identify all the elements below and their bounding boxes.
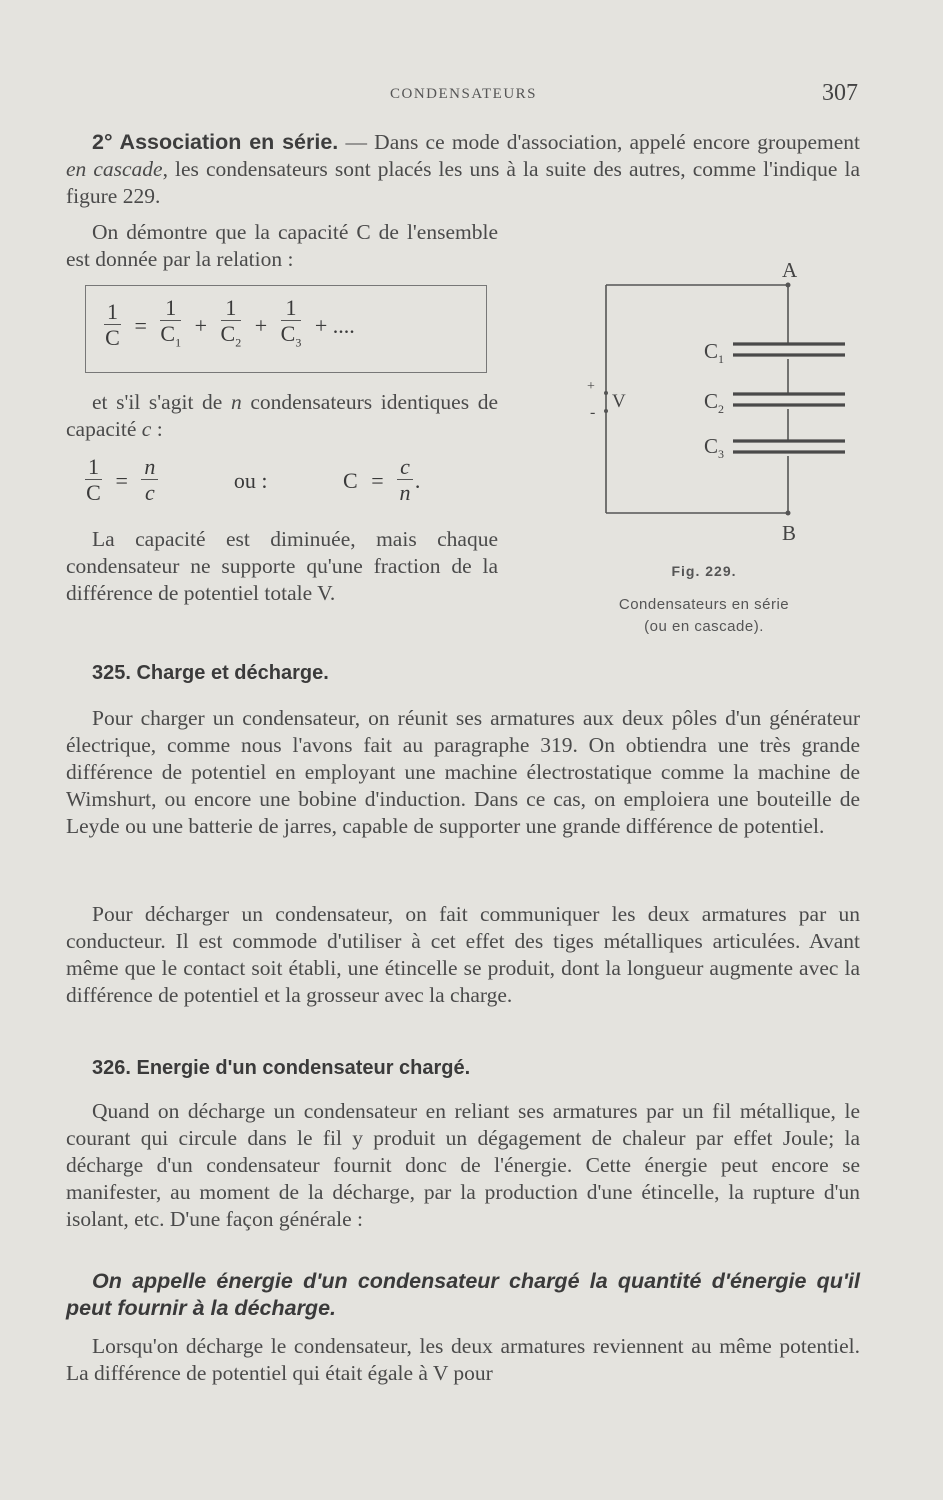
p3-a: et s'il s'agit de — [92, 390, 231, 414]
equals-sign: = — [115, 467, 128, 493]
frac-t1 — [160, 296, 181, 355]
p3-c: c — [141, 417, 152, 441]
frac-den — [160, 321, 181, 355]
den-sub: 2 — [235, 335, 242, 350]
series-intro-paragraph — [66, 129, 860, 210]
frac-den: C — [105, 325, 120, 351]
label-c3 — [704, 434, 724, 461]
source-plus-node — [604, 391, 608, 395]
frac-num: 1 — [221, 296, 242, 321]
c3-letter: C — [704, 434, 719, 458]
frac-den: C — [86, 480, 101, 505]
caption-line-2: (ou en cascade). — [644, 618, 764, 635]
series-p1-rest: — Dans ce mode d'association, appelé encore groupement — [338, 130, 860, 154]
frac-num: n — [141, 455, 158, 480]
formula-tail: + .... — [314, 312, 355, 338]
running-head — [0, 80, 943, 110]
section-326-definition — [66, 1268, 860, 1322]
label-plus: + — [587, 379, 595, 394]
section-325-heading: 325. Charge et décharge. — [92, 662, 329, 684]
den-letter: C — [160, 321, 176, 346]
caption-line-1: Condensateurs en série — [618, 596, 790, 613]
den-letter: C — [280, 321, 296, 346]
p3-n: n — [230, 390, 242, 414]
node-a — [786, 283, 791, 288]
plus-sign: + — [254, 312, 268, 338]
frac-num: 1 — [104, 300, 121, 325]
series-p1-em: en cascade — [66, 157, 163, 181]
frac-den — [221, 321, 242, 355]
section-326-p1 — [66, 1098, 860, 1233]
series-lead: 2° Association en série. — [92, 130, 339, 154]
series-formula — [104, 296, 363, 355]
section-325-p1-text: Pour charger un condensateur, on réunit ses armatures aux deux pôles d'un générateur électrique, comme nous l'avons fait au paragraphe 319. On obtiendra une très grande différence de potentiel en employant une machine électrostatique comme la machine de Wimshurt, ou encore une bobine d'induction. Dans ce cas, on emploiera une bouteille de Leyde ou une batterie de jarres, capable de supporter une grande différence de potentiel. — [66, 706, 860, 838]
section-326-heading: 326. Energie d'un condensateur chargé. — [92, 1057, 471, 1079]
c2-letter: C — [704, 389, 719, 413]
c1-sub: 1 — [718, 352, 725, 366]
section-326-p1-text: Quand on décharge un condensateur en reliant ses armatures par un fil métallique, le courant qui circule dans le fil y produit un dégagement de chaleur par effet Joule; la décharge d'un condensateur fournit donc de l'énergie. Cette énergie peut encore se manifester, au moment de la décharge, par la production d'une étincelle, la rupture d'un isolant, etc. D'une façon générale : — [66, 1099, 860, 1231]
period: . — [414, 467, 421, 493]
den-sub: 3 — [295, 335, 302, 350]
frac-num: 1 — [281, 296, 302, 321]
section-325-p1 — [66, 705, 860, 840]
c2-sub: 2 — [718, 402, 725, 416]
figure-number: Fig. 229. — [671, 563, 737, 579]
label-a: A — [782, 258, 798, 282]
node-b — [786, 511, 791, 516]
frac-num: 1 — [160, 296, 181, 321]
identical-formula — [85, 455, 420, 506]
series-p4 — [66, 526, 498, 607]
plus-sign: + — [194, 312, 208, 338]
label-b: B — [782, 521, 797, 545]
frac-lhs — [104, 300, 121, 351]
den-letter: C — [220, 321, 236, 346]
frac-num: 1 — [85, 455, 102, 480]
series-formula-box — [85, 285, 487, 373]
section-325-p2 — [66, 901, 860, 1009]
f2-lhs — [85, 455, 102, 506]
source-minus-node — [604, 409, 608, 413]
label-minus: - — [590, 404, 596, 421]
frac-den: c — [145, 480, 155, 505]
section-325-p2-text: Pour décharger un condensateur, on fait communiquer les deux armatures par un conducteur. Il est commode d'utiliser à cet effet des tiges métalliques articulées. Avant même que le contact soit établi, une étincelle se produit, dont la longueur augmente avec la différence de potentiel et la grosseur avec la charge. — [66, 902, 860, 1007]
series-p4-text: La capacité est diminuée, mais chaque condensateur ne supporte qu'une fraction de la différence de potentiel totale V. — [66, 527, 498, 605]
frac-den: n — [399, 480, 411, 505]
f2-c — [397, 455, 413, 506]
p3-end: : — [151, 417, 163, 441]
equals-sign: = — [134, 312, 147, 338]
f2-rhs — [141, 455, 158, 506]
label-c1 — [704, 339, 724, 366]
series-p2-text: On démontre que la capacité C de l'ensemble est donnée par la relation : — [66, 220, 498, 271]
p3-b: condensateurs identiques de capacité — [66, 390, 499, 441]
page-number: 307 — [822, 80, 858, 106]
figure-229-circuit — [570, 255, 860, 545]
figure-caption — [596, 594, 812, 638]
section-326-p2-text: Lorsqu'on décharge le condensateur, les deux armatures reviennent au même potentiel. La différence de potentiel qui était égale à V pour — [66, 1334, 860, 1385]
frac-t3 — [281, 296, 302, 355]
label-v: V — [612, 391, 626, 412]
series-p2 — [66, 219, 498, 273]
running-title: CONDENSATEURS — [390, 86, 538, 102]
den-sub: 1 — [175, 335, 182, 350]
c-lhs: C — [343, 467, 358, 493]
frac-den — [281, 321, 302, 355]
definition-text: On appelle énergie d'un condensateur chargé la quantité d'énergie qu'il peut fournir à la décharge. — [66, 1269, 860, 1320]
c1-letter: C — [704, 339, 719, 363]
series-p1-end: , les condensateurs sont placés les uns à la suite des autres, comme l'indique la figure 229. — [66, 157, 860, 208]
equals-sign: = — [371, 467, 384, 493]
section-326-p2 — [66, 1333, 860, 1387]
series-p3 — [66, 389, 498, 443]
frac-num: c — [397, 455, 413, 480]
label-c2 — [704, 389, 724, 416]
ou-word: ou : — [233, 467, 268, 493]
c3-sub: 3 — [718, 447, 725, 461]
frac-t2 — [221, 296, 242, 355]
